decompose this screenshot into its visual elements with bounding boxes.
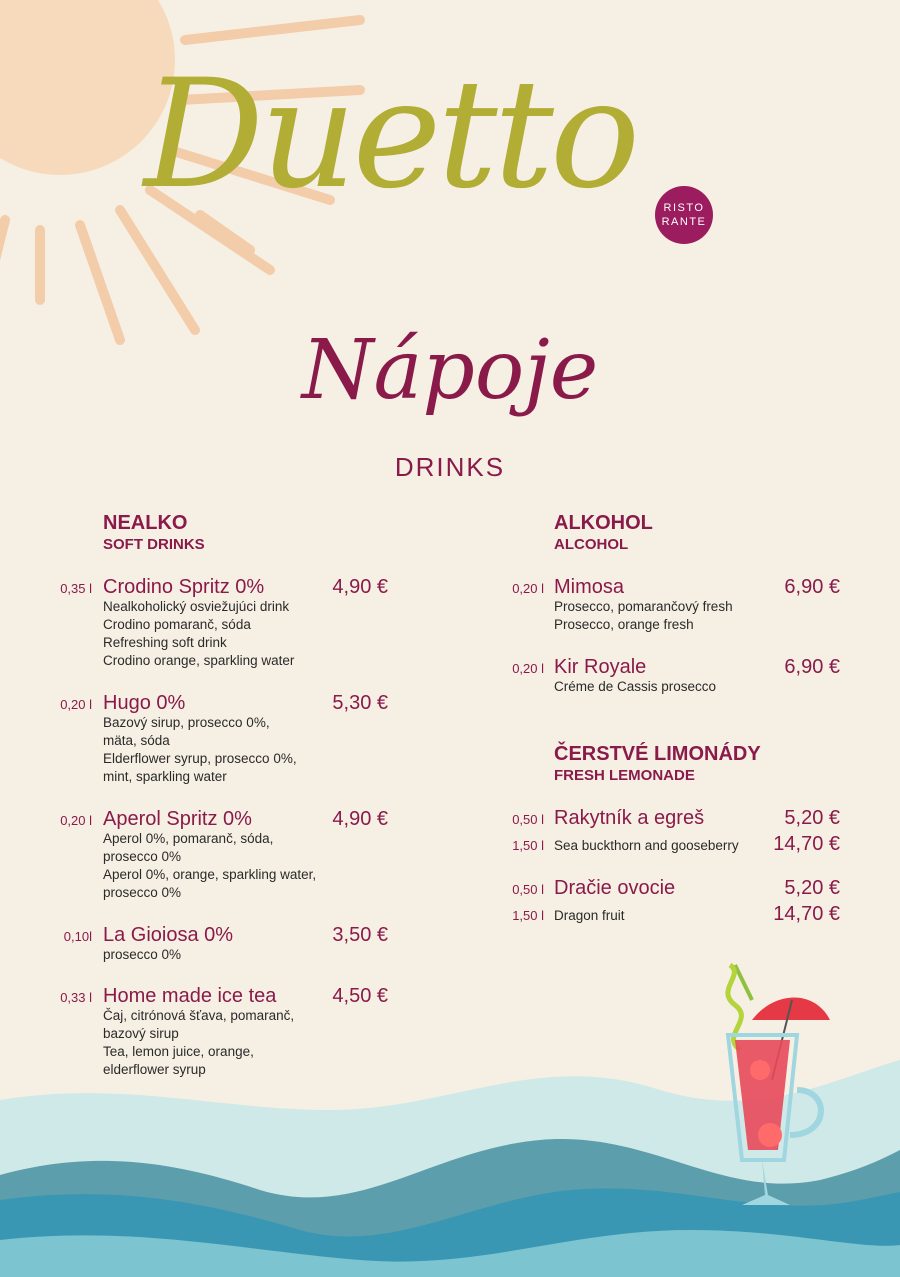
badge-line2: RANTE <box>661 216 707 228</box>
item-desc-4: elderflower syrup <box>103 1062 206 1077</box>
section-subtitle: SOFT DRINKS <box>103 536 205 553</box>
item-name: Kir Royale <box>554 656 647 678</box>
item-price: 3,50 € <box>332 924 388 946</box>
section-limonady <box>554 742 761 786</box>
item-desc-4: prosecco 0% <box>103 885 182 900</box>
item-size: 0,20 l <box>512 661 544 676</box>
section-title: ČERSTVÉ LIMONÁDY <box>554 743 761 765</box>
item-desc-1: Prosecco, pomarančový fresh <box>554 599 733 614</box>
item-desc-2: mäta, sóda <box>103 733 170 748</box>
item-size: 0,20 l <box>60 697 92 712</box>
item-name: Crodino Spritz 0% <box>103 576 265 598</box>
item-price: 5,30 € <box>332 692 388 714</box>
item-desc-1: Aperol 0%, pomaranč, sóda, <box>103 831 274 846</box>
item-price: 5,20 € <box>784 877 840 899</box>
item-size-large: 1,50 l <box>512 838 544 853</box>
page-title: Nápoje <box>301 323 599 418</box>
item-desc-1: Čaj, citrónová šťava, pomaranč, <box>103 1008 295 1023</box>
item-desc-2: Prosecco, orange fresh <box>554 617 694 632</box>
item-size: 0,35 l <box>60 581 92 596</box>
item-desc-1: Nealkoholický osviežujúci drink <box>103 599 290 614</box>
item-price: 6,90 € <box>784 576 840 598</box>
ristorante-badge <box>655 186 713 244</box>
item-desc-3: Elderflower syrup, prosecco 0%, <box>103 751 297 766</box>
item-desc-2: Crodino pomaranč, sóda <box>103 617 251 632</box>
badge-line1: RISTO <box>663 202 705 214</box>
item-desc-2: bazový sirup <box>103 1026 179 1041</box>
item-size: 0,20 l <box>60 813 92 828</box>
brand-logo: Duetto <box>143 48 637 222</box>
item-price-large: 14,70 € <box>773 833 840 855</box>
item-desc-2: prosecco 0% <box>103 849 182 864</box>
item-desc-1: prosecco 0% <box>103 947 182 962</box>
item-desc-1: Bazový sirup, prosecco 0%, <box>103 715 270 730</box>
item-name: La Gioiosa 0% <box>103 924 234 946</box>
section-subtitle: ALCOHOL <box>554 536 629 553</box>
item-size: 0,50 l <box>512 882 544 897</box>
item-name: Dračie ovocie <box>554 877 676 899</box>
item-desc: Dragon fruit <box>554 908 625 923</box>
item-size: 0,20 l <box>512 581 544 596</box>
item-price: 4,90 € <box>332 576 388 598</box>
item-size: 0,10l <box>63 929 92 944</box>
item-desc: Sea buckthorn and gooseberry <box>554 838 739 853</box>
item-desc-1: Créme de Cassis prosecco <box>554 679 717 694</box>
item-desc-4: Crodino orange, sparkling water <box>103 653 295 668</box>
item-price: 5,20 € <box>784 807 840 829</box>
section-title: NEALKO <box>103 512 188 534</box>
item-desc-3: Refreshing soft drink <box>103 635 227 650</box>
item-price: 4,90 € <box>332 808 388 830</box>
item-name: Rakytník a egreš <box>554 807 705 829</box>
item-size: 0,33 l <box>60 990 92 1005</box>
item-name: Mimosa <box>554 576 625 598</box>
section-subtitle: FRESH LEMONADE <box>554 767 695 784</box>
item-price: 6,90 € <box>784 656 840 678</box>
item-name: Aperol Spritz 0% <box>103 808 252 830</box>
item-price-large: 14,70 € <box>773 903 840 925</box>
section-alkohol <box>554 511 653 555</box>
item-size: 0,50 l <box>512 812 544 827</box>
item-name: Home made ice tea <box>103 985 277 1007</box>
section-title: ALKOHOL <box>554 512 653 534</box>
item-size-large: 1,50 l <box>512 908 544 923</box>
item-desc-3: Aperol 0%, orange, sparkling water, <box>103 867 317 882</box>
page-subtitle: DRINKS <box>394 452 506 482</box>
section-nealko <box>103 511 205 555</box>
item-desc-3: Tea, lemon juice, orange, <box>103 1044 254 1059</box>
item-name: Hugo 0% <box>103 692 186 714</box>
item-price: 4,50 € <box>332 985 388 1007</box>
item-desc-4: mint, sparkling water <box>103 769 227 784</box>
